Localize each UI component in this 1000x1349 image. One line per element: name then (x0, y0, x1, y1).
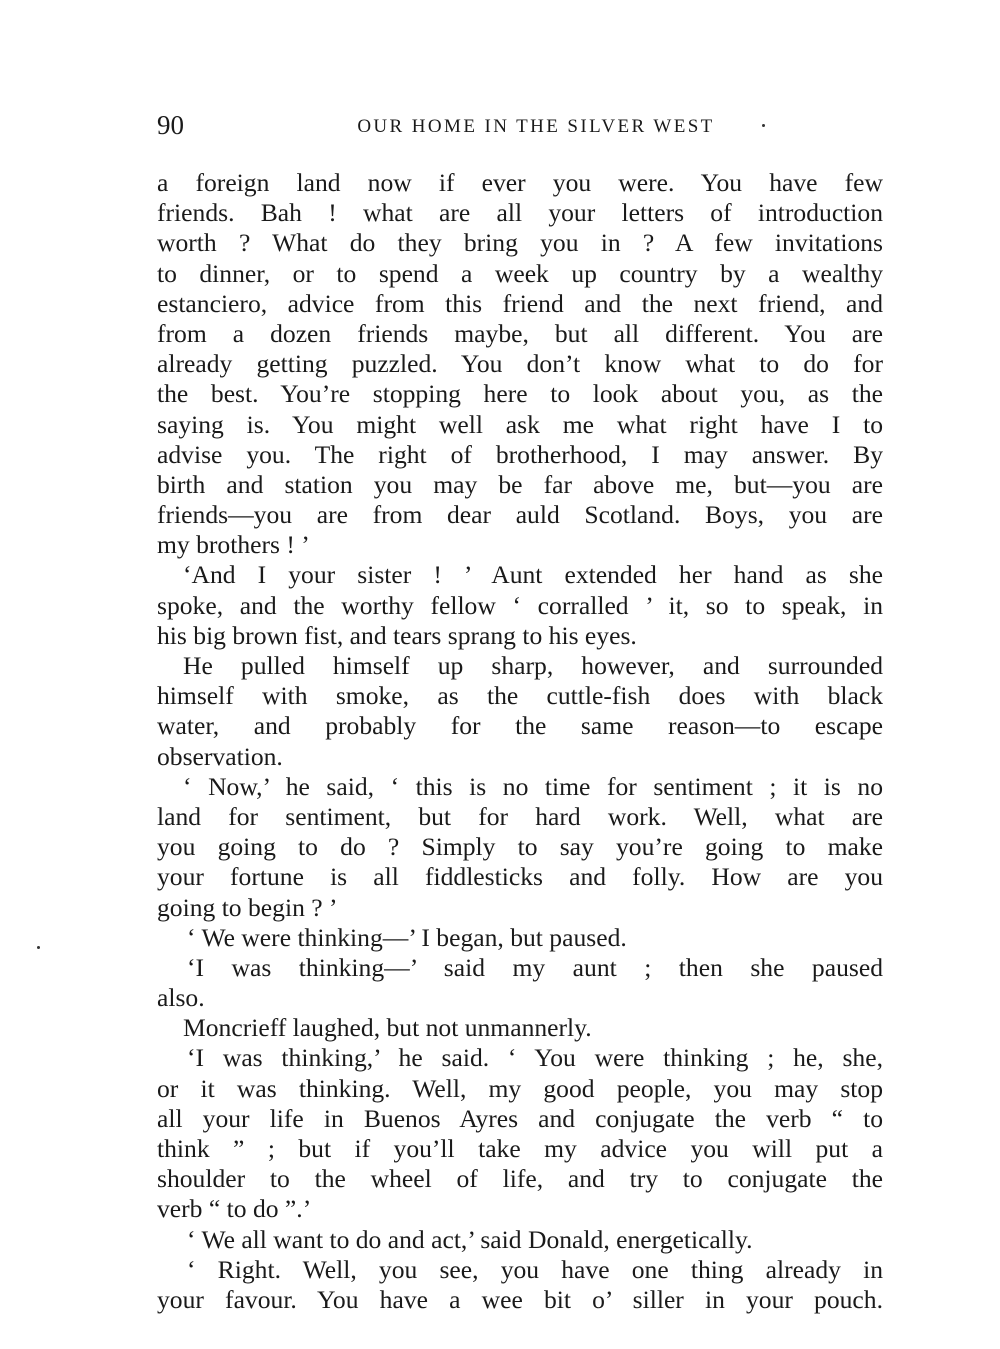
text-line: all your life in Buenos Ayres and conjugate the verb “ to (157, 1103, 883, 1133)
text-line: advise you. The right of brotherhood, I may answer. By (157, 439, 883, 469)
text-line: a foreign land now if ever you were. You have few (157, 168, 883, 197)
text-line: land for sentiment, but for hard work. Well, what are (157, 801, 883, 831)
stray-mark (37, 946, 40, 949)
text-line: estanciero, advice from this friend and the next friend, and (157, 288, 883, 318)
text-line: my brothers ! ’ (157, 530, 310, 560)
text-line: the best. You’re stopping here to look about you, as the (157, 379, 883, 409)
text-line: ‘ We were thinking—’ I began, but paused. (187, 922, 627, 952)
text-line: from a dozen friends maybe, but all different. You are (157, 318, 883, 348)
text-line: ‘ Right. Well, you see, you have one thing already in (187, 1254, 883, 1284)
text-line: going to begin ? ’ (157, 892, 338, 922)
text-line: ‘ Now,’ he said, ‘ this is no time for sentiment ; it is no (183, 771, 883, 801)
text-line: friends. Bah ! what are all your letters of introduction (157, 198, 883, 228)
text-line: your favour. You have a wee bit o’ siller in your pouch. (157, 1284, 883, 1314)
text-line: worth ? What do they bring you in ? A few invitations (157, 228, 883, 258)
text-line: already getting puzzled. You don’t know what to do for (157, 349, 883, 379)
text-line: water, and probably for the same reason—to escape (157, 711, 883, 741)
text-line: verb “ to do ”.’ (157, 1194, 312, 1224)
text-line: shoulder to the wheel of life, and try to conjugate the (157, 1164, 883, 1194)
text-line: you going to do ? Simply to say you’re going to make (157, 832, 883, 862)
page-number: 90 (157, 110, 184, 140)
text-line: also. (157, 983, 205, 1013)
text-line: ‘And I your sister ! ’ Aunt extended her hand as she (183, 560, 883, 590)
text-line: ‘ We all want to do and act,’ said Donald, energetically. (187, 1224, 753, 1254)
text-line: observation. (157, 741, 283, 771)
text-line: to dinner, or to spend a week up country by a wealthy (157, 258, 883, 288)
text-line: his big brown fist, and tears sprang to his eyes. (157, 620, 637, 650)
stray-mark (762, 124, 765, 127)
text-line: think ” ; but if you’ll take my advice you will put a (157, 1134, 883, 1163)
text-line: your fortune is all fiddlesticks and folly. How are you (157, 862, 883, 892)
text-line: spoke, and the worthy fellow ‘ corralled ’ it, so to speak, in (157, 590, 883, 620)
text-line: saying is. You might well ask me what right have I to (157, 409, 883, 439)
text-line: ‘I was thinking,’ he said. ‘ You were thinking ; he, she, (187, 1043, 883, 1073)
text-line: or it was thinking. Well, my good people, you may stop (157, 1073, 883, 1103)
text-line: Moncrieff laughed, but not unmannerly. (183, 1013, 592, 1043)
body-text (157, 168, 883, 1315)
text-line: He pulled himself up sharp, however, and surrounded (183, 651, 883, 680)
text-line: birth and station you may be far above me, but—you are (157, 469, 883, 499)
text-line: himself with smoke, as the cuttle-fish does with black (157, 681, 883, 711)
text-line: friends—you are from dear auld Scotland. Boys, you are (157, 500, 883, 530)
text-line: ‘I was thinking—’ said my aunt ; then she paused (187, 952, 883, 982)
page-header (157, 108, 885, 142)
running-head: OUR HOME IN THE SILVER WEST (357, 116, 715, 137)
